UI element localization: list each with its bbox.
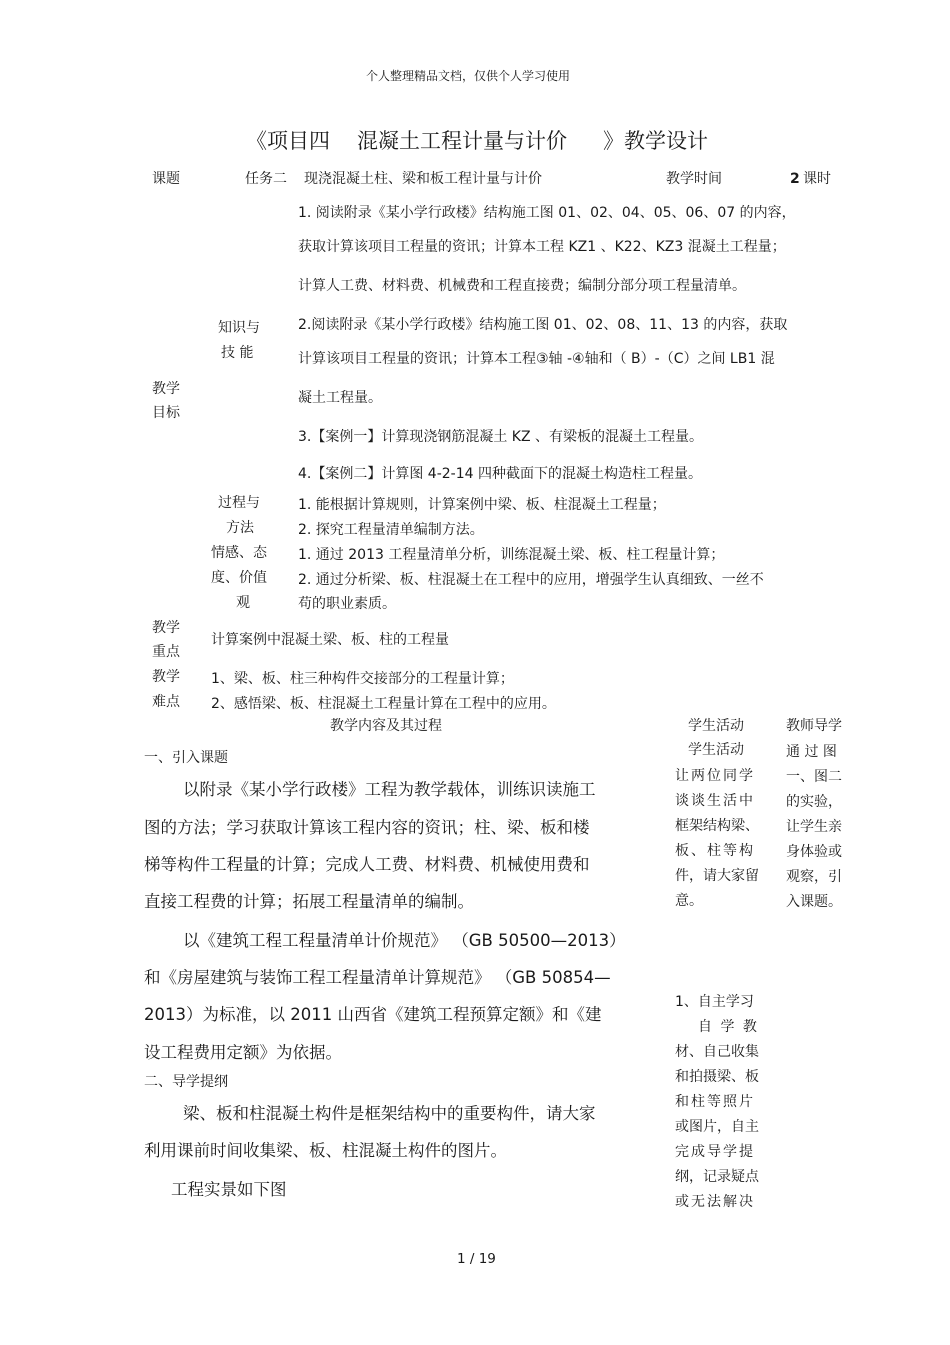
objective-3: 3.【案例一】计算现浇钢筋混凝土 KZ 、有梁板的混凝土工程量。 — [298, 429, 704, 445]
outline-para-line-2: 利用课前时间收集梁、板、柱混凝土构件的图片。 — [144, 1141, 507, 1160]
teacher-line: 的实验， — [786, 794, 842, 810]
photo-caption: 工程实景如下图 — [171, 1180, 287, 1199]
intro-para-1-line-3: 梯等构件工程量的计算；完成人工费、材料费、机械使用费和 — [144, 855, 590, 874]
student-line: 让两位同学 — [675, 768, 755, 784]
teacher-line: 一、图二 — [786, 769, 842, 785]
intro-para-2-line-3: 2013）为标准，以 2011 山西省《建筑工程预算定额》和《建 — [144, 1005, 602, 1024]
teacher-line: 让学生亲 — [786, 819, 842, 835]
teacher-line: 通 过 图 — [786, 744, 837, 760]
emotion-item-3: 苟的职业素质。 — [298, 596, 396, 612]
self-study-line: 或无法解决 — [675, 1194, 755, 1210]
student-line: 件，请大家留 — [675, 868, 759, 884]
difficulty-item-2: 2、感悟梁、板、柱混凝土工程量计算在工程中的应用。 — [211, 696, 556, 712]
objective-1-line-3: 计算人工费、材料费、机械费和工程直接费；编制分部分项工程量清单。 — [298, 278, 746, 294]
key-points-label-1: 教学 — [152, 620, 180, 636]
self-study-line: 和拍摄梁、板 — [675, 1069, 759, 1085]
knowledge-label-2: 技 能 — [221, 345, 254, 361]
student-line: 谈谈生活中 — [675, 793, 755, 809]
intro-para-1-line-2: 图的方法；学习获取计算该工程内容的资讯；柱、梁、板和楼 — [144, 818, 590, 837]
title-part-3: 》教学设计 — [603, 129, 708, 153]
teacher-line: 入课题。 — [786, 894, 842, 910]
intro-para-2-line-2: 和《房屋建筑与装饰工程工程量清单计算规范》 （GB 50854— — [144, 968, 611, 987]
key-points-label-2: 重点 — [152, 644, 180, 660]
objective-4: 4.【案例二】计算图 4-2-14 四种截面下的混凝土构造柱工程量。 — [298, 466, 702, 482]
page-number: 1 / 19 — [457, 1251, 496, 1267]
student-column-header: 学生活动 — [688, 718, 744, 734]
section-2-heading: 二、导学提纲 — [144, 1074, 228, 1090]
student-line: 框架结构梁、 — [675, 818, 759, 834]
emotion-item-2: 2. 通过分析梁、板、柱混凝土在工程中的应用，增强学生认真细致、一丝不 — [298, 572, 764, 588]
emotion-label-3: 观 — [236, 595, 250, 611]
objectives-label-1: 教学 — [152, 381, 180, 397]
difficulty-item-1: 1、梁、板、柱三种构件交接部分的工程量计算； — [211, 671, 514, 687]
process-label-1: 过程与 — [218, 495, 260, 511]
process-item-1: 1. 能根据计算规则，计算案例中梁、板、柱混凝土工程量； — [298, 497, 666, 513]
student-line: 板、柱等构 — [675, 843, 755, 859]
teacher-line: 身体验或 — [786, 844, 842, 860]
knowledge-label-1: 知识与 — [218, 320, 260, 336]
header-note: 个人整理精品文档，仅供个人学习使用 — [366, 69, 571, 83]
content-column-header: 教学内容及其过程 — [330, 718, 442, 734]
emotion-label-1: 情感、态 — [211, 545, 267, 561]
difficulties-label-2: 难点 — [152, 694, 180, 710]
self-study-line: 和柱等照片 — [675, 1094, 755, 1110]
task-number: 任务二 — [245, 171, 287, 187]
intro-para-1-line-1: 以附录《某小学行政楼》工程为教学载体，训练识读施工 — [183, 780, 596, 799]
objective-2-line-3: 凝土工程量。 — [298, 390, 382, 406]
self-study-line: 材、自己收集 — [675, 1044, 759, 1060]
topic-label: 课题 — [152, 171, 180, 187]
intro-para-2-line-1: 以《建筑工程工程量清单计价规范》 （GB 50500—2013） — [183, 931, 626, 950]
self-study-line: 自 学 教 — [698, 1019, 759, 1035]
self-study-line: 纲，记录疑点 — [675, 1169, 759, 1185]
outline-para-line-1: 梁、板和柱混凝土构件是框架结构中的重要构件，请大家 — [183, 1104, 596, 1123]
time-label: 教学时间 — [666, 171, 722, 187]
hours-number: 2 — [790, 171, 800, 187]
objective-1-line-2: 获取计算该项目工程量的资讯；计算本工程 KZ1 、K22、KZ3 混凝土工程量； — [298, 239, 786, 255]
self-study-line: 完成导学提 — [675, 1144, 755, 1160]
intro-para-1-line-4: 直接工程费的计算；拓展工程量清单的编制。 — [144, 892, 474, 911]
student-line: 意。 — [675, 893, 703, 909]
objectives-label-2: 目标 — [152, 405, 180, 421]
objective-1-line-1: 1. 阅读附录《某小学行政楼》结构施工图 01、02、04、05、06、07 的内容， — [298, 205, 796, 221]
self-study-heading: 1、自主学习 — [675, 994, 754, 1010]
key-points-text: 计算案例中混凝土梁、板、柱的工程量 — [211, 632, 449, 648]
objective-2-line-2: 计算该项目工程量的资讯；计算本工程③轴 -④轴和（ B）-（C）之间 LB1 混 — [298, 351, 775, 367]
difficulties-label-1: 教学 — [152, 669, 180, 685]
intro-para-2-line-4: 设工程费用定额》为依据。 — [144, 1043, 342, 1062]
emotion-label-2: 度、价值 — [211, 570, 267, 586]
self-study-line: 或图片，自主 — [675, 1119, 759, 1135]
emotion-item-1: 1. 通过 2013 工程量清单分析，训练混凝土梁、板、柱工程量计算； — [298, 547, 725, 563]
student-activity-heading: 学生活动 — [688, 742, 744, 758]
section-1-heading: 一、引入课题 — [144, 750, 228, 766]
task-name: 现浇混凝土柱、梁和板工程计量与计价 — [304, 171, 542, 187]
process-item-2: 2. 探究工程量清单编制方法。 — [298, 522, 484, 538]
title-part-2: 混凝土工程计量与计价 — [357, 129, 567, 153]
teacher-column-header: 教师导学 — [786, 718, 842, 734]
title-part-1: 《项目四 — [246, 129, 330, 153]
process-label-2: 方法 — [226, 520, 254, 536]
hours-unit: 课时 — [803, 171, 831, 187]
teacher-line: 观察，引 — [786, 869, 842, 885]
objective-2-line-1: 2.阅读附录《某小学行政楼》结构施工图 01、02、08、11、13 的内容，获取 — [298, 317, 788, 333]
